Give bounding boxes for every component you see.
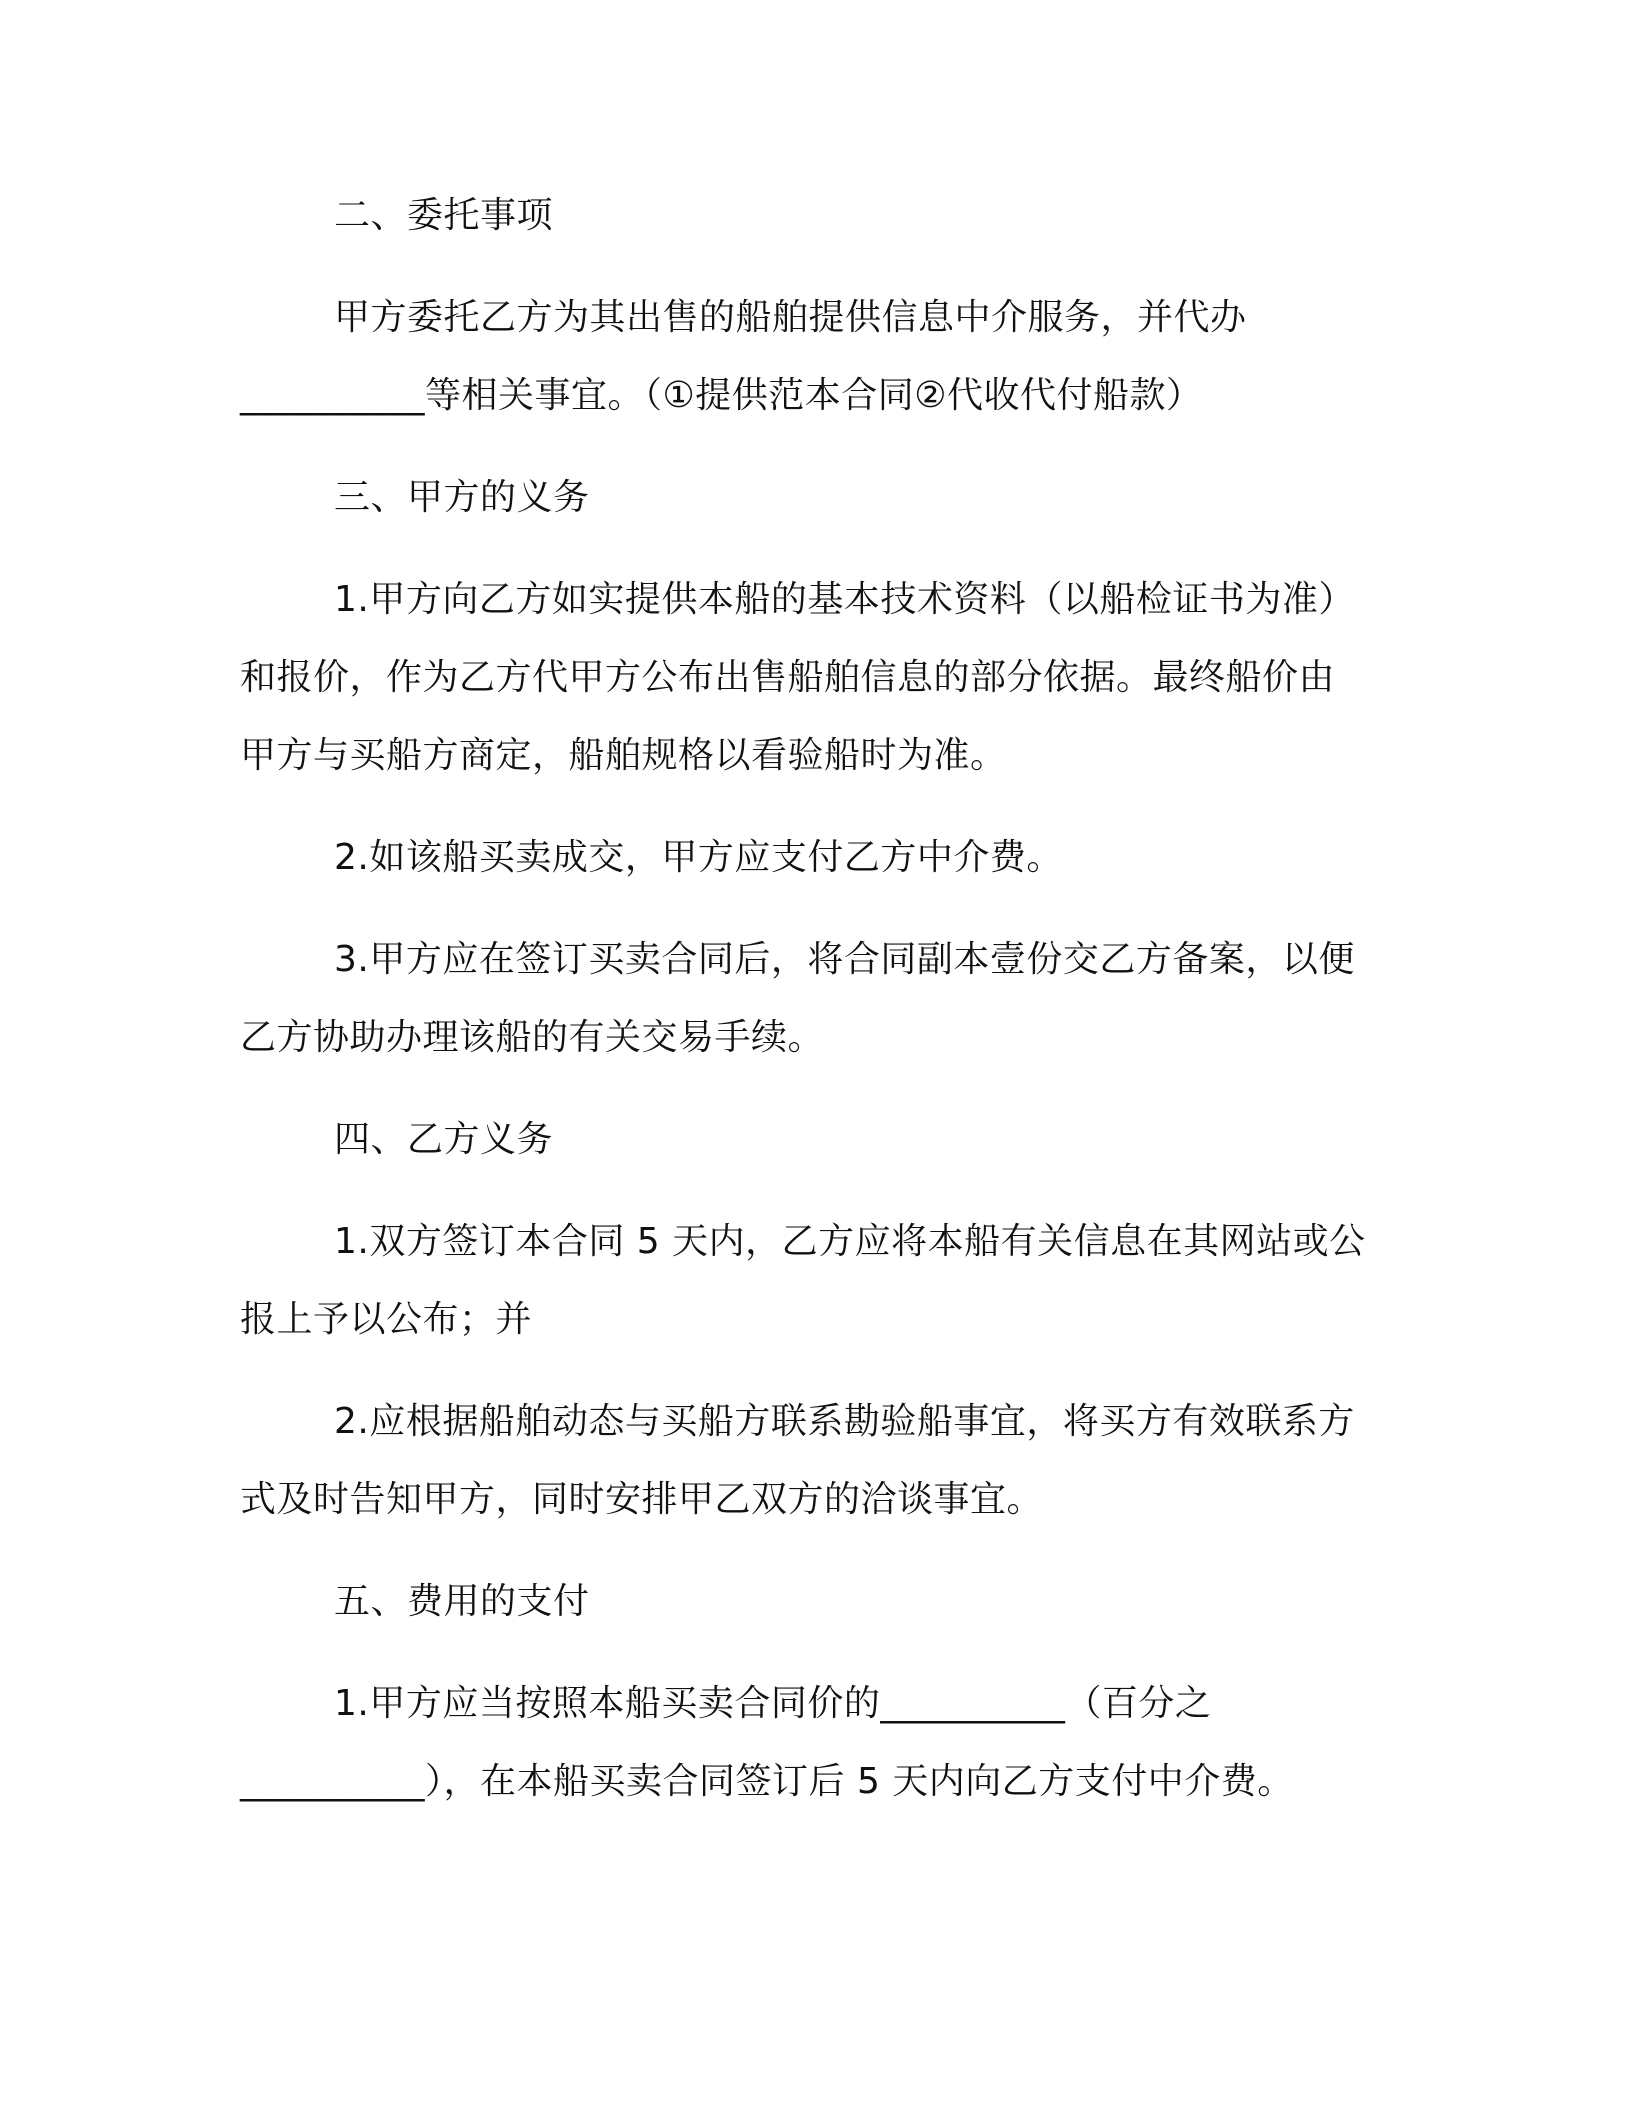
paragraph-line: 甲方委托乙方为其出售的船舶提供信息中介服务，并代办	[334, 297, 1247, 338]
paragraph-line: 1.甲方应当按照本船买卖合同价的__________（百分之	[334, 1683, 1212, 1724]
paragraph-line: 1.甲方向乙方如实提供本船的基本技术资料（以船检证书为准）	[334, 579, 1355, 620]
section-heading: 三、甲方的义务	[334, 477, 590, 518]
section-heading: 五、费用的支付	[334, 1581, 590, 1622]
paragraph-line: 报上予以公布；并	[240, 1299, 533, 1340]
paragraph-line: 2.如该船买卖成交，甲方应支付乙方中介费。	[334, 837, 1063, 878]
section-heading: 四、乙方义务	[334, 1119, 554, 1160]
paragraph-line: 式及时告知甲方，同时安排甲乙双方的洽谈事宜。	[240, 1479, 1044, 1520]
paragraph-line: __________等相关事宜。（①提供范本合同②代收代付船款）	[240, 375, 1203, 416]
paragraph-line: 2.应根据船舶动态与买船方联系勘验船事宜，将买方有效联系方	[334, 1401, 1355, 1442]
paragraph-line: 和报价，作为乙方代甲方公布出售船舶信息的部分依据。最终船价由	[240, 657, 1336, 698]
paragraph-line: 乙方协助办理该船的有关交易手续。	[240, 1017, 825, 1058]
paragraph-line: __________），在本船买卖合同签订后 5 天内向乙方支付中介费。	[240, 1761, 1294, 1802]
paragraph-line: 3.甲方应在签订买卖合同后，将合同副本壹份交乙方备案，以便	[334, 939, 1355, 980]
paragraph-line: 1.双方签订本合同 5 天内，乙方应将本船有关信息在其网站或公	[334, 1221, 1366, 1262]
section-heading: 二、委托事项	[334, 195, 554, 236]
paragraph-line: 甲方与买船方商定，船舶规格以看验船时为准。	[240, 735, 1007, 776]
